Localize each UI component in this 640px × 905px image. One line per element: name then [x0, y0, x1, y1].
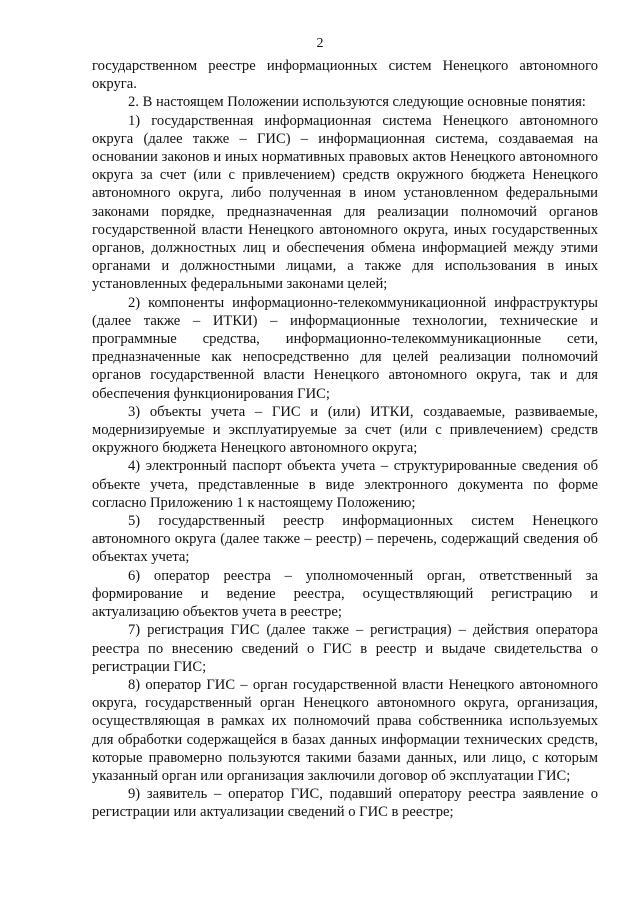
- paragraph-item-1: 1) государственная информационная система Ненецкого автономного округа (далее также – ГИС) – информационная система, создаваемая на основании законов и иных нормативных правовых актов Ненецкого автономного округа за счет (или с привлечением) средств окружного бюджета Ненецкого автономного округа, либо полученная в ином установленном федеральными законами порядке, предназначенная для реализации полномочий органов государственной власти Ненецкого автономного округа, иных государственных органов, должностных лиц и обеспечения обмена информацией между этими органами и должностными лицами, а также для использования в иных установленных федеральными законами целей;: [92, 112, 598, 293]
- paragraph-item-9: 9) заявитель – оператор ГИС, подавший оператору реестра заявление о регистрации или актуализации сведений о ГИС в реестре;: [92, 786, 598, 821]
- paragraph-item-6: 6) оператор реестра – уполномоченный орган, ответственный за формирование и ведение реестра, осуществляющий регистрацию и актуализацию объектов учета в реестре;: [92, 567, 598, 621]
- paragraph-item-5: 5) государственный реестр информационных систем Ненецкого автономного округа (далее также – реестр) – перечень, содержащий сведения об объектах учета;: [92, 513, 598, 566]
- paragraph-item-2: 2) компоненты информационно-телекоммуникационной инфраструктуры (далее также – ИТКИ) – информационные технологии, технические и программные средства, информационно-телекоммуникационные сети, предназначенные как непосредственно для целей реализации полномочий органов государственной власти Ненецкого автономного округа, так и для обеспечения функционирования ГИС;: [92, 294, 598, 402]
- paragraph-item-3: 3) объекты учета – ГИС и (или) ИТКИ, создаваемые, развиваемые, модернизируемые и эксплуатируемые за счет (или с привлечением) средств окружного бюджета Ненецкого автономного округа;: [92, 403, 598, 457]
- paragraph-continuation: государственном реестре информационных систем Ненецкого автономного округа.: [92, 58, 598, 93]
- paragraph-item-4: 4) электронный паспорт объекта учета – структурированные сведения об объекте учета, представленные в виде электронного документа по форме согласно Приложению 1 к настоящему Положению;: [92, 458, 598, 511]
- paragraph-item-7: 7) регистрация ГИС (далее также – регистрация) – действия оператора реестра по внесению сведений о ГИС в реестр и выдаче свидетельства о регистрации ГИС;: [92, 622, 598, 675]
- page-number: 2: [316, 36, 324, 51]
- paragraph-item-8: 8) оператор ГИС – орган государственной власти Ненецкого автономного округа, государственный орган Ненецкого автономного округа, организация, осуществляющая в рамках их полномочий права собственника используемых для обработки содержащейся в базах данных информации технических средств, которые правомерно пользуются такими базами данных, или лицо, с которым указанный орган или организация заключили договор об эксплуатации ГИС;: [92, 676, 598, 784]
- paragraph-section-2: 2. В настоящем Положении используются следующие основные понятия:: [128, 94, 586, 111]
- document-body: [92, 57, 598, 822]
